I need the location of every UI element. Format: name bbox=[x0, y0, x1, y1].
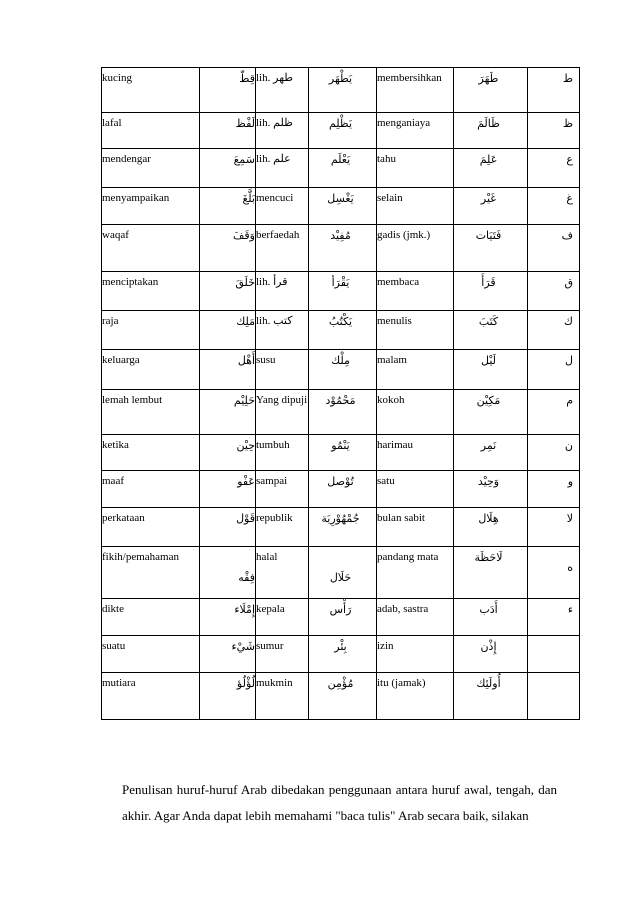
arabic-word-1: حِيْن bbox=[200, 435, 256, 471]
arabic-word-1: بَلَّغَ bbox=[200, 188, 256, 225]
meaning-3: menganiaya bbox=[377, 113, 454, 149]
table-row bbox=[102, 471, 580, 508]
arabic-word-2: يَغْسِل bbox=[309, 188, 377, 225]
meaning-3: itu (jamak) bbox=[377, 673, 454, 720]
table-row bbox=[102, 508, 580, 547]
meaning-3: bulan sabit bbox=[377, 508, 454, 547]
arabic-word-1: إِمْلَاء bbox=[200, 599, 256, 636]
arabic-word-2: يَنْمُو bbox=[309, 435, 377, 471]
arabic-word-3: لَيْل bbox=[454, 350, 528, 390]
table-row bbox=[102, 272, 580, 311]
arabic-word-3: أُولَئِك bbox=[454, 673, 528, 720]
meaning-1: perkataan bbox=[102, 508, 200, 547]
meaning-3: satu bbox=[377, 471, 454, 508]
arabic-word-1: مَلِك bbox=[200, 311, 256, 350]
arabic-word-1: عَفْو bbox=[200, 471, 256, 508]
table-row bbox=[102, 149, 580, 188]
meaning-1: ketika bbox=[102, 435, 200, 471]
arabic-word-1: لَفْظ bbox=[200, 113, 256, 149]
meaning-2: lih. علم bbox=[256, 149, 309, 188]
arabic-letter bbox=[528, 636, 580, 673]
arabic-letter: ط bbox=[528, 68, 580, 113]
table-row bbox=[102, 636, 580, 673]
arabic-word-2: مِلْك bbox=[309, 350, 377, 390]
meaning-1: mendengar bbox=[102, 149, 200, 188]
arabic-word-2: مَحْمُوْد bbox=[309, 390, 377, 435]
arabic-letter: ف bbox=[528, 225, 580, 272]
meaning-2: sumur bbox=[256, 636, 309, 673]
meaning-1: mutiara bbox=[102, 673, 200, 720]
meaning-2: sampai bbox=[256, 471, 309, 508]
arabic-letter: ك bbox=[528, 311, 580, 350]
meaning-1: menyampaikan bbox=[102, 188, 200, 225]
arabic-word-3: قَرَأَ bbox=[454, 272, 528, 311]
arabic-word-2: مُفِيْد bbox=[309, 225, 377, 272]
arabic-word-1: قَوْل bbox=[200, 508, 256, 547]
arabic-word-3: غَيْر bbox=[454, 188, 528, 225]
arabic-word-1: وَقَفَ bbox=[200, 225, 256, 272]
arabic-word-3: ظَالَمَ bbox=[454, 113, 528, 149]
meaning-1: dikte bbox=[102, 599, 200, 636]
meaning-3: selain bbox=[377, 188, 454, 225]
arabic-letter: ل bbox=[528, 350, 580, 390]
arabic-word-3: وَحِيْد bbox=[454, 471, 528, 508]
meaning-2: tumbuh bbox=[256, 435, 309, 471]
meaning-2: susu bbox=[256, 350, 309, 390]
arabic-letter: ع bbox=[528, 149, 580, 188]
arabic-letter: م bbox=[528, 390, 580, 435]
body-paragraph: Penulisan huruf-huruf Arab dibedakan penggunaan antara huruf awal, tengah, dan akhir. Agar Anda dapat lebih memahami "baca tulis" Arab secara baik, silakan bbox=[122, 782, 557, 823]
arabic-letter: ء bbox=[528, 599, 580, 636]
meaning-1: keluarga bbox=[102, 350, 200, 390]
meaning-2: republik bbox=[256, 508, 309, 547]
arabic-letter: غ bbox=[528, 188, 580, 225]
table-row bbox=[102, 547, 580, 599]
arabic-word-2: يَظْلِم bbox=[309, 113, 377, 149]
table-row bbox=[102, 68, 580, 113]
meaning-1: kucing bbox=[102, 68, 200, 113]
meaning-1: fikih/pemahaman bbox=[102, 547, 200, 599]
arabic-letter: ن bbox=[528, 435, 580, 471]
meaning-1: raja bbox=[102, 311, 200, 350]
table-row bbox=[102, 225, 580, 272]
table-row bbox=[102, 599, 580, 636]
arabic-word-1: خَلَقَ bbox=[200, 272, 256, 311]
arabic-word-1: شَيْء bbox=[200, 636, 256, 673]
arabic-word-1: سَمِعَ bbox=[200, 149, 256, 188]
meaning-1: suatu bbox=[102, 636, 200, 673]
meaning-2: mukmin bbox=[256, 673, 309, 720]
arabic-word-3: نَمِر bbox=[454, 435, 528, 471]
meaning-2: mencuci bbox=[256, 188, 309, 225]
meaning-3: membersihkan bbox=[377, 68, 454, 113]
arabic-word-2: يَقْرَأ bbox=[309, 272, 377, 311]
meaning-1: menciptakan bbox=[102, 272, 200, 311]
table-row bbox=[102, 113, 580, 149]
arabic-letter bbox=[528, 673, 580, 720]
arabic-word-2: يَكْتُبُ bbox=[309, 311, 377, 350]
meaning-3: membaca bbox=[377, 272, 454, 311]
table-row bbox=[102, 311, 580, 350]
arabic-letter: ه bbox=[528, 547, 580, 599]
meaning-3: gadis (jmk.) bbox=[377, 225, 454, 272]
arabic-word-3: كَتَبَ bbox=[454, 311, 528, 350]
meaning-3: pandang mata bbox=[377, 547, 454, 599]
meaning-3: adab, sastra bbox=[377, 599, 454, 636]
arabic-word-2: مُؤْمِن bbox=[309, 673, 377, 720]
meaning-2: berfaedah bbox=[256, 225, 309, 272]
table-row bbox=[102, 390, 580, 435]
meaning-2: kepala bbox=[256, 599, 309, 636]
arabic-word-3: فَتَيَات bbox=[454, 225, 528, 272]
meaning-2: lih. قرأ bbox=[256, 272, 309, 311]
meaning-2: halal bbox=[256, 547, 309, 599]
meaning-1: lafal bbox=[102, 113, 200, 149]
arabic-word-2: حَلَال bbox=[309, 547, 377, 599]
arabic-word-3: أَدَب bbox=[454, 599, 528, 636]
arabic-word-1: فِقْه bbox=[200, 547, 256, 599]
arabic-word-2: يَطْهَر bbox=[309, 68, 377, 113]
arabic-word-3: هِلَال bbox=[454, 508, 528, 547]
meaning-1: waqaf bbox=[102, 225, 200, 272]
arabic-word-1: قِطّ bbox=[200, 68, 256, 113]
meaning-2: lih. كتب bbox=[256, 311, 309, 350]
arabic-word-1: لُؤْلُؤ bbox=[200, 673, 256, 720]
table-row bbox=[102, 673, 580, 720]
arabic-word-3: إِذْن bbox=[454, 636, 528, 673]
table-row bbox=[102, 188, 580, 225]
meaning-2: Yang dipuji bbox=[256, 390, 309, 435]
meaning-3: malam bbox=[377, 350, 454, 390]
arabic-letter: ق bbox=[528, 272, 580, 311]
arabic-word-3: عَلِمَ bbox=[454, 149, 528, 188]
meaning-1: lemah lembut bbox=[102, 390, 200, 435]
table-row bbox=[102, 350, 580, 390]
meaning-2: lih. ظلم bbox=[256, 113, 309, 149]
table-row bbox=[102, 435, 580, 471]
arabic-word-3: مَكِيْن bbox=[454, 390, 528, 435]
meaning-2: lih. طهر bbox=[256, 68, 309, 113]
arabic-letter: لا bbox=[528, 508, 580, 547]
meaning-3: izin bbox=[377, 636, 454, 673]
arabic-word-2: بِئْر bbox=[309, 636, 377, 673]
arabic-letter: و bbox=[528, 471, 580, 508]
meaning-3: tahu bbox=[377, 149, 454, 188]
arabic-word-1: حَلِيْم bbox=[200, 390, 256, 435]
arabic-word-1: أَهْل bbox=[200, 350, 256, 390]
vocabulary-table bbox=[101, 67, 580, 720]
meaning-3: menulis bbox=[377, 311, 454, 350]
arabic-word-2: تُوْصل bbox=[309, 471, 377, 508]
arabic-word-2: يَعْلَم bbox=[309, 149, 377, 188]
meaning-1: maaf bbox=[102, 471, 200, 508]
arabic-word-3: لَاحَظَة bbox=[454, 547, 528, 599]
meaning-3: kokoh bbox=[377, 390, 454, 435]
arabic-word-3: طَهَرَ bbox=[454, 68, 528, 113]
arabic-word-2: رَأْس bbox=[309, 599, 377, 636]
arabic-word-2: جُمْهُوْرِيَة bbox=[309, 508, 377, 547]
meaning-3: harimau bbox=[377, 435, 454, 471]
arabic-letter: ظ bbox=[528, 113, 580, 149]
